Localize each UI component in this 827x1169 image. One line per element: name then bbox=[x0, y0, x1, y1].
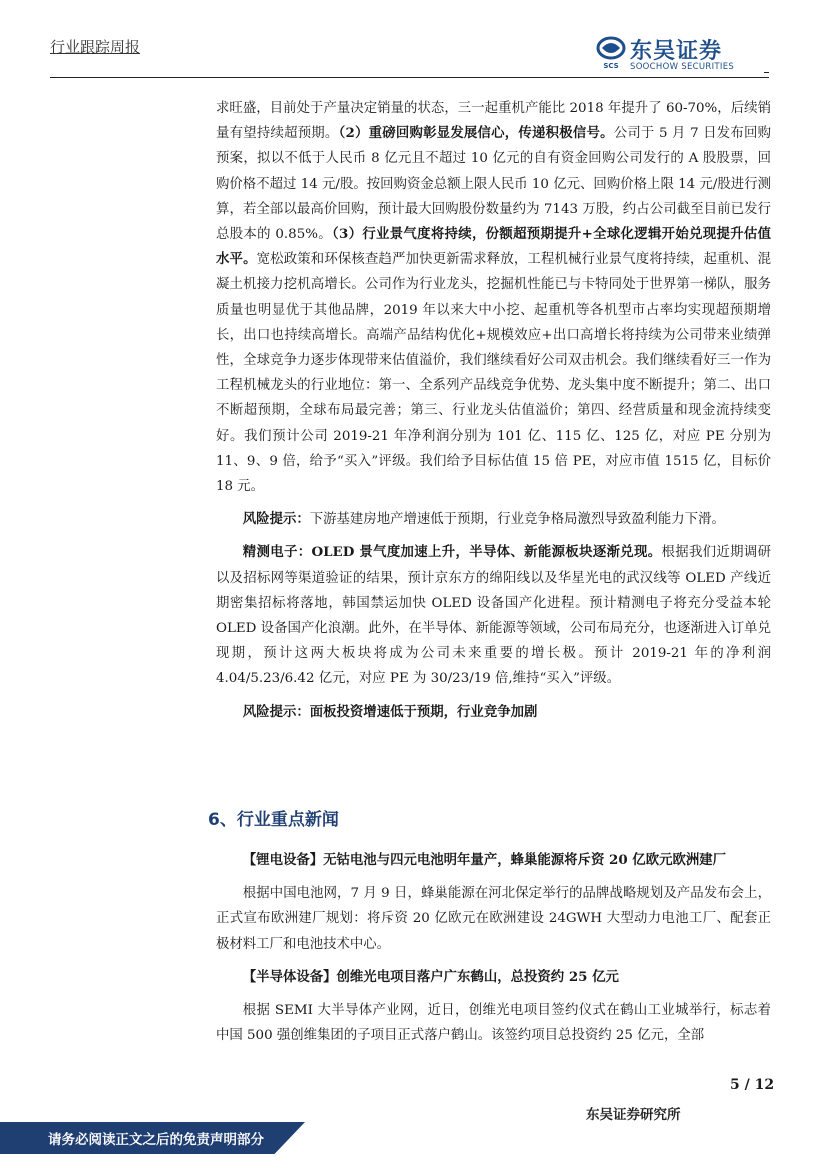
section-title-news: 6、行业重点新闻 bbox=[208, 810, 339, 830]
jingce-risk-note: 风险提示：面板投资增速低于预期，行业竞争加剧 bbox=[242, 703, 538, 720]
footer-institute: 东吴证券研究所 bbox=[586, 1107, 681, 1123]
news-body: 根据中国电池网，7 月 9 日，蜂巢能源在河北保定举行的品牌战略规划及产品发布会上，正式宣布欧洲建厂规划：将斥资 20 亿欧元在欧洲建设 24GWH 大型动力电池工厂、配套正极材料工厂和电池技术中心。 bbox=[216, 886, 771, 952]
report-type-label: 行业跟踪周报 bbox=[50, 38, 141, 56]
header-rule-tick bbox=[764, 72, 769, 73]
brand-name-cn: 东吴证券 bbox=[630, 39, 723, 64]
body-content bbox=[216, 96, 771, 725]
footer-disclaimer: 请务必阅读正文之后的免责声明部分 bbox=[48, 1132, 264, 1148]
scs-logo-icon bbox=[596, 36, 626, 70]
sany-risk-note: 风险提示：下游基建房地产增速低于预期，行业竞争格局激烈导致盈利能力下滑。 bbox=[242, 511, 725, 528]
news-title: 【半导体设备】创维光电项目落户广东鹤山，总投资约 25 亿元 bbox=[242, 968, 619, 985]
news-title: 【锂电设备】无钴电池与四元电池明年量产，蜂巢能源将斥资 20 亿欧元欧洲建厂 bbox=[242, 852, 727, 868]
jingce-paragraph: 精测电子：OLED 景气度加速上升，半导体、新能源板块逐渐兑现。根据我们近期调研以及招标网等渠道验证的结果，预计京东方的绵阳线以及华星光电的武汉线等 OLED 产线近期密集招标将落地，韩国禁运加快 OLED 设备国产化进程。预计精测电子将充分受益本轮 OLED 设备国产化浪潮。此外，在半导体、新能源等领域，公司布局充分，也逐渐进入订单兑现期，预计这两大板块将成为公司未来重要的增长极。预计 2019-21 年的净利润 4.04/5.23/6.42 亿元，对应 PE 为 30/23/19 倍,维持“买入”评级。 bbox=[216, 544, 772, 687]
header-rule bbox=[50, 77, 769, 78]
page-number: 5 / 12 bbox=[730, 1077, 775, 1093]
svg-text:SCS: SCS bbox=[603, 62, 619, 70]
news-body: 根据 SEMI 大半导体产业网，近日，创维光电项目签约仪式在鹤山工业城举行，标志着中国 500 强创维集团的子项目正式落户鹤山。该签约项目总投资约 25 亿元，全部 bbox=[216, 1003, 771, 1044]
sany-analysis-paragraph: 求旺盛，目前处于产量决定销量的状态，三一起重机产能比 2018 年提升了 60-70%，后续销量有望持续超预期。（2）重磅回购彰显发展信心，传递积极信号。公司于 5 月 7 日发布回购预案，拟以不低于人民币 8 亿元且不超过 10 亿元的自有资金回购公司发行的 A 股股票，回购价格不超过 14 元/股。按回购资金总额上限人民币 10 亿元、回购价格上限 14 元/股进行测算，若全部以最高价回购，预计最大回购股份数量约为 7143 万股，约占公司截至目前已发行总股本的 0.85%。（3）行业景气度将持续，份额超预期提升+全球化逻辑开始兑现提升估值水平。宽松政策和环保核查趋严加快更新需求释放，工程机械行业景气度将持续，起重机、混凝土机接力挖机高增长。公司作为行业龙头，挖掘机性能已与卡特同处于世界第一梯队，服务质量也明显优于其他品牌，2019 年以来大中小挖、起重机等各机型市占率均实现超预期增长，出口也持续高增长。高端产品结构优化+规模效应+出口高增长将持续为公司带来业绩弹性，全球竞争力逐步体现带来估值溢价，我们继续看好公司双击机会。我们继续看好三一作为工程机械龙头的行业地位：第一、全系列产品线竞争优势、龙头集中度不断提升；第二、出口不断超预期，全球布局最完善；第三、行业龙头估值溢价；第四、经营质量和现金流持续变好。我们预计公司 2019-21 年净利润分别为 101 亿、115 亿、125 亿，对应 PE 分别为 11、9、9 倍，给予“买入”评级。我们给予目标估值 15 倍 PE，对应市值 1515 亿，目标价 18 元。 bbox=[216, 101, 772, 495]
brand-logo bbox=[596, 34, 766, 74]
news-list bbox=[216, 848, 771, 1048]
brand-name-en: SOOCHOW SECURITIES bbox=[630, 62, 735, 72]
